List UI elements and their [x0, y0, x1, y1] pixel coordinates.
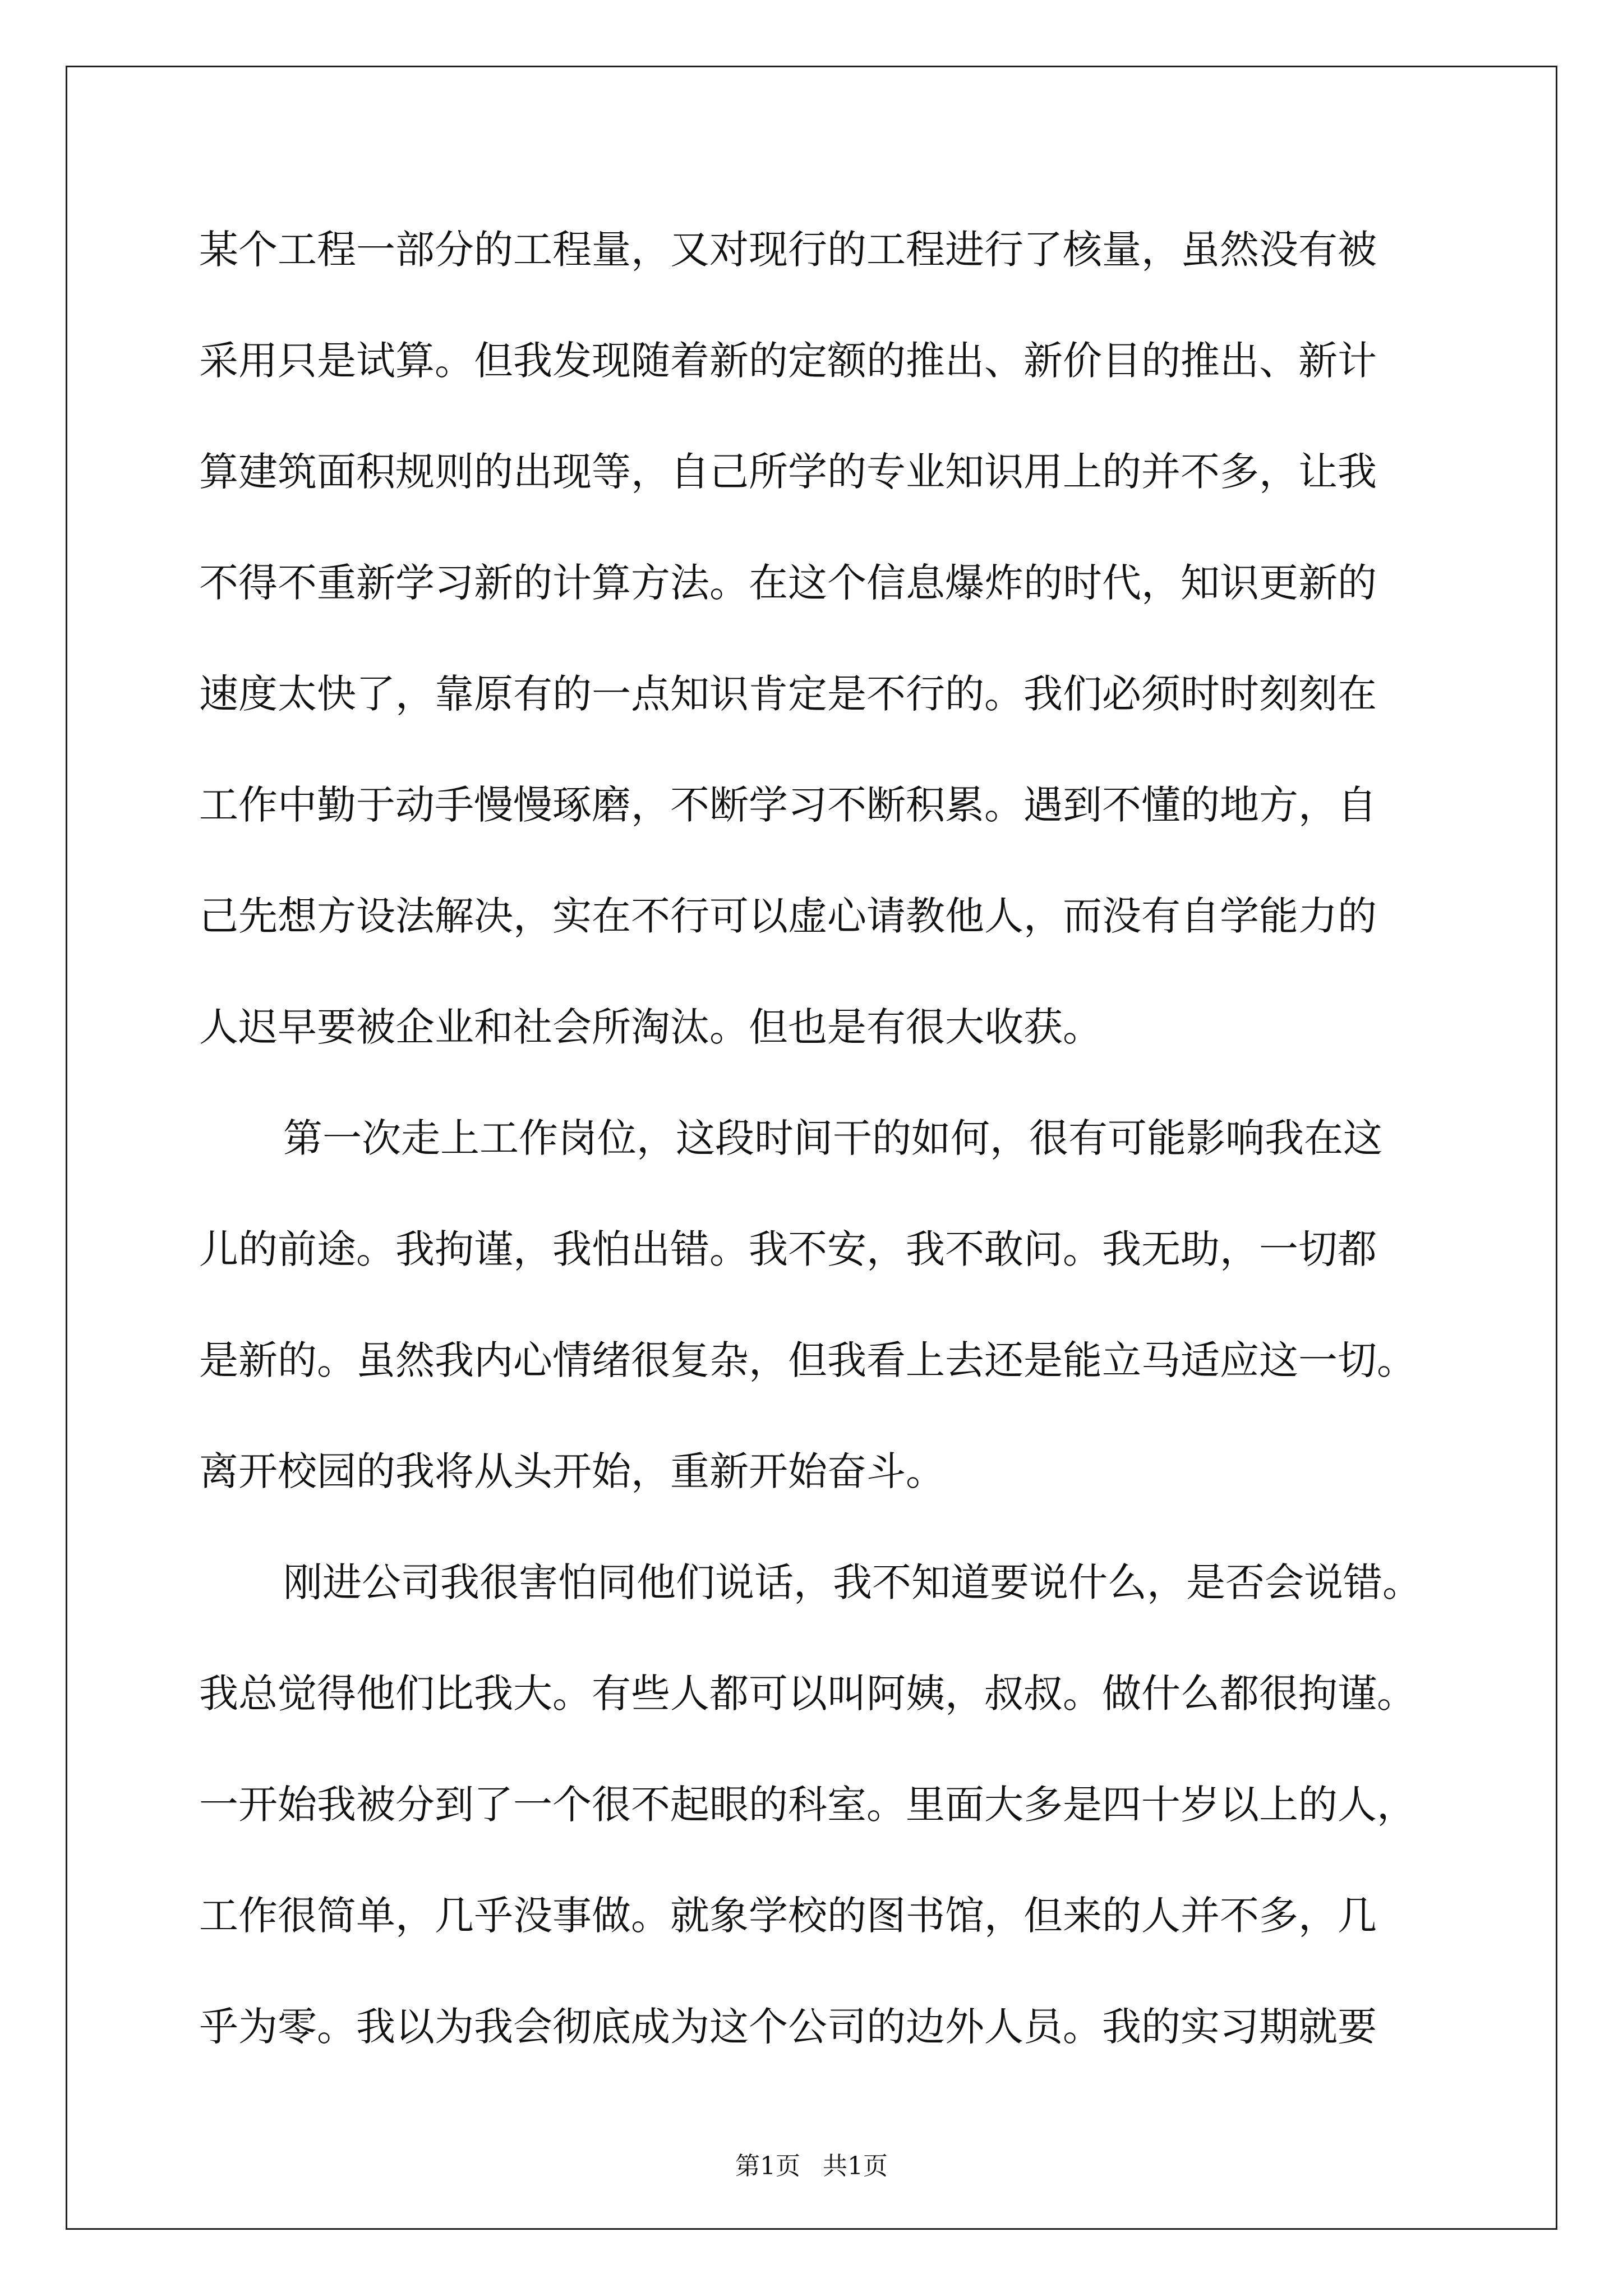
text-line: 儿的前途。我拘谨，我怕出错。我不安，我不敢问。我无助，一切都	[199, 1226, 1377, 1272]
text-line: 采用只是试算。但我发现随着新的定额的推出、新价目的推出、新计	[199, 338, 1377, 384]
text-line: 是新的。虽然我内心情绪很复杂，但我看上去还是能立马适应这一切。	[199, 1337, 1416, 1383]
text-line: 算建筑面积规则的出现等，自己所学的专业知识用上的并不多，让我	[199, 449, 1377, 495]
text-line: 离开校园的我将从头开始，重新开始奋斗。	[199, 1448, 945, 1494]
text-line: 速度太快了，靠原有的一点知识肯定是不行的。我们必须时时刻刻在	[199, 671, 1377, 717]
text-line: 乎为零。我以为我会彻底成为这个公司的边外人员。我的实习期就要	[199, 2004, 1377, 2050]
text-line: 己先想方设法解决，实在不行可以虚心请教他人，而没有自学能力的	[199, 893, 1377, 939]
text-line: 我总觉得他们比我大。有些人都可以叫阿姨，叔叔。做什么都很拘谨。	[199, 1671, 1416, 1717]
text-line: 不得不重新学习新的计算方法。在这个信息爆炸的时代，知识更新的	[199, 560, 1377, 606]
page-number: 第1页	[735, 2152, 800, 2180]
paragraph-start-line: 第一次走上工作岗位，这段时间干的如何，很有可能影响我在这	[283, 1115, 1382, 1161]
text-line: 一开始我被分到了一个很不起眼的科室。里面大多是四十岁以上的人，	[199, 1782, 1416, 1828]
paragraph-start-line: 刚进公司我很害怕同他们说话，我不知道要说什么，是否会说错。	[283, 1559, 1422, 1605]
page-footer	[0, 2150, 1623, 2183]
document-body	[199, 222, 1427, 2110]
text-line: 工作中勤于动手慢慢琢磨，不断学习不断积累。遇到不懂的地方，自	[199, 782, 1377, 828]
page-total: 共1页	[823, 2152, 888, 2180]
text-line: 某个工程一部分的工程量，又对现行的工程进行了核量，虽然没有被	[199, 227, 1377, 273]
text-line: 工作很简单，几乎没事做。就象学校的图书馆，但来的人并不多，几	[199, 1893, 1377, 1939]
text-line: 人迟早要被企业和社会所淘汰。但也是有很大收获。	[199, 1004, 1102, 1050]
